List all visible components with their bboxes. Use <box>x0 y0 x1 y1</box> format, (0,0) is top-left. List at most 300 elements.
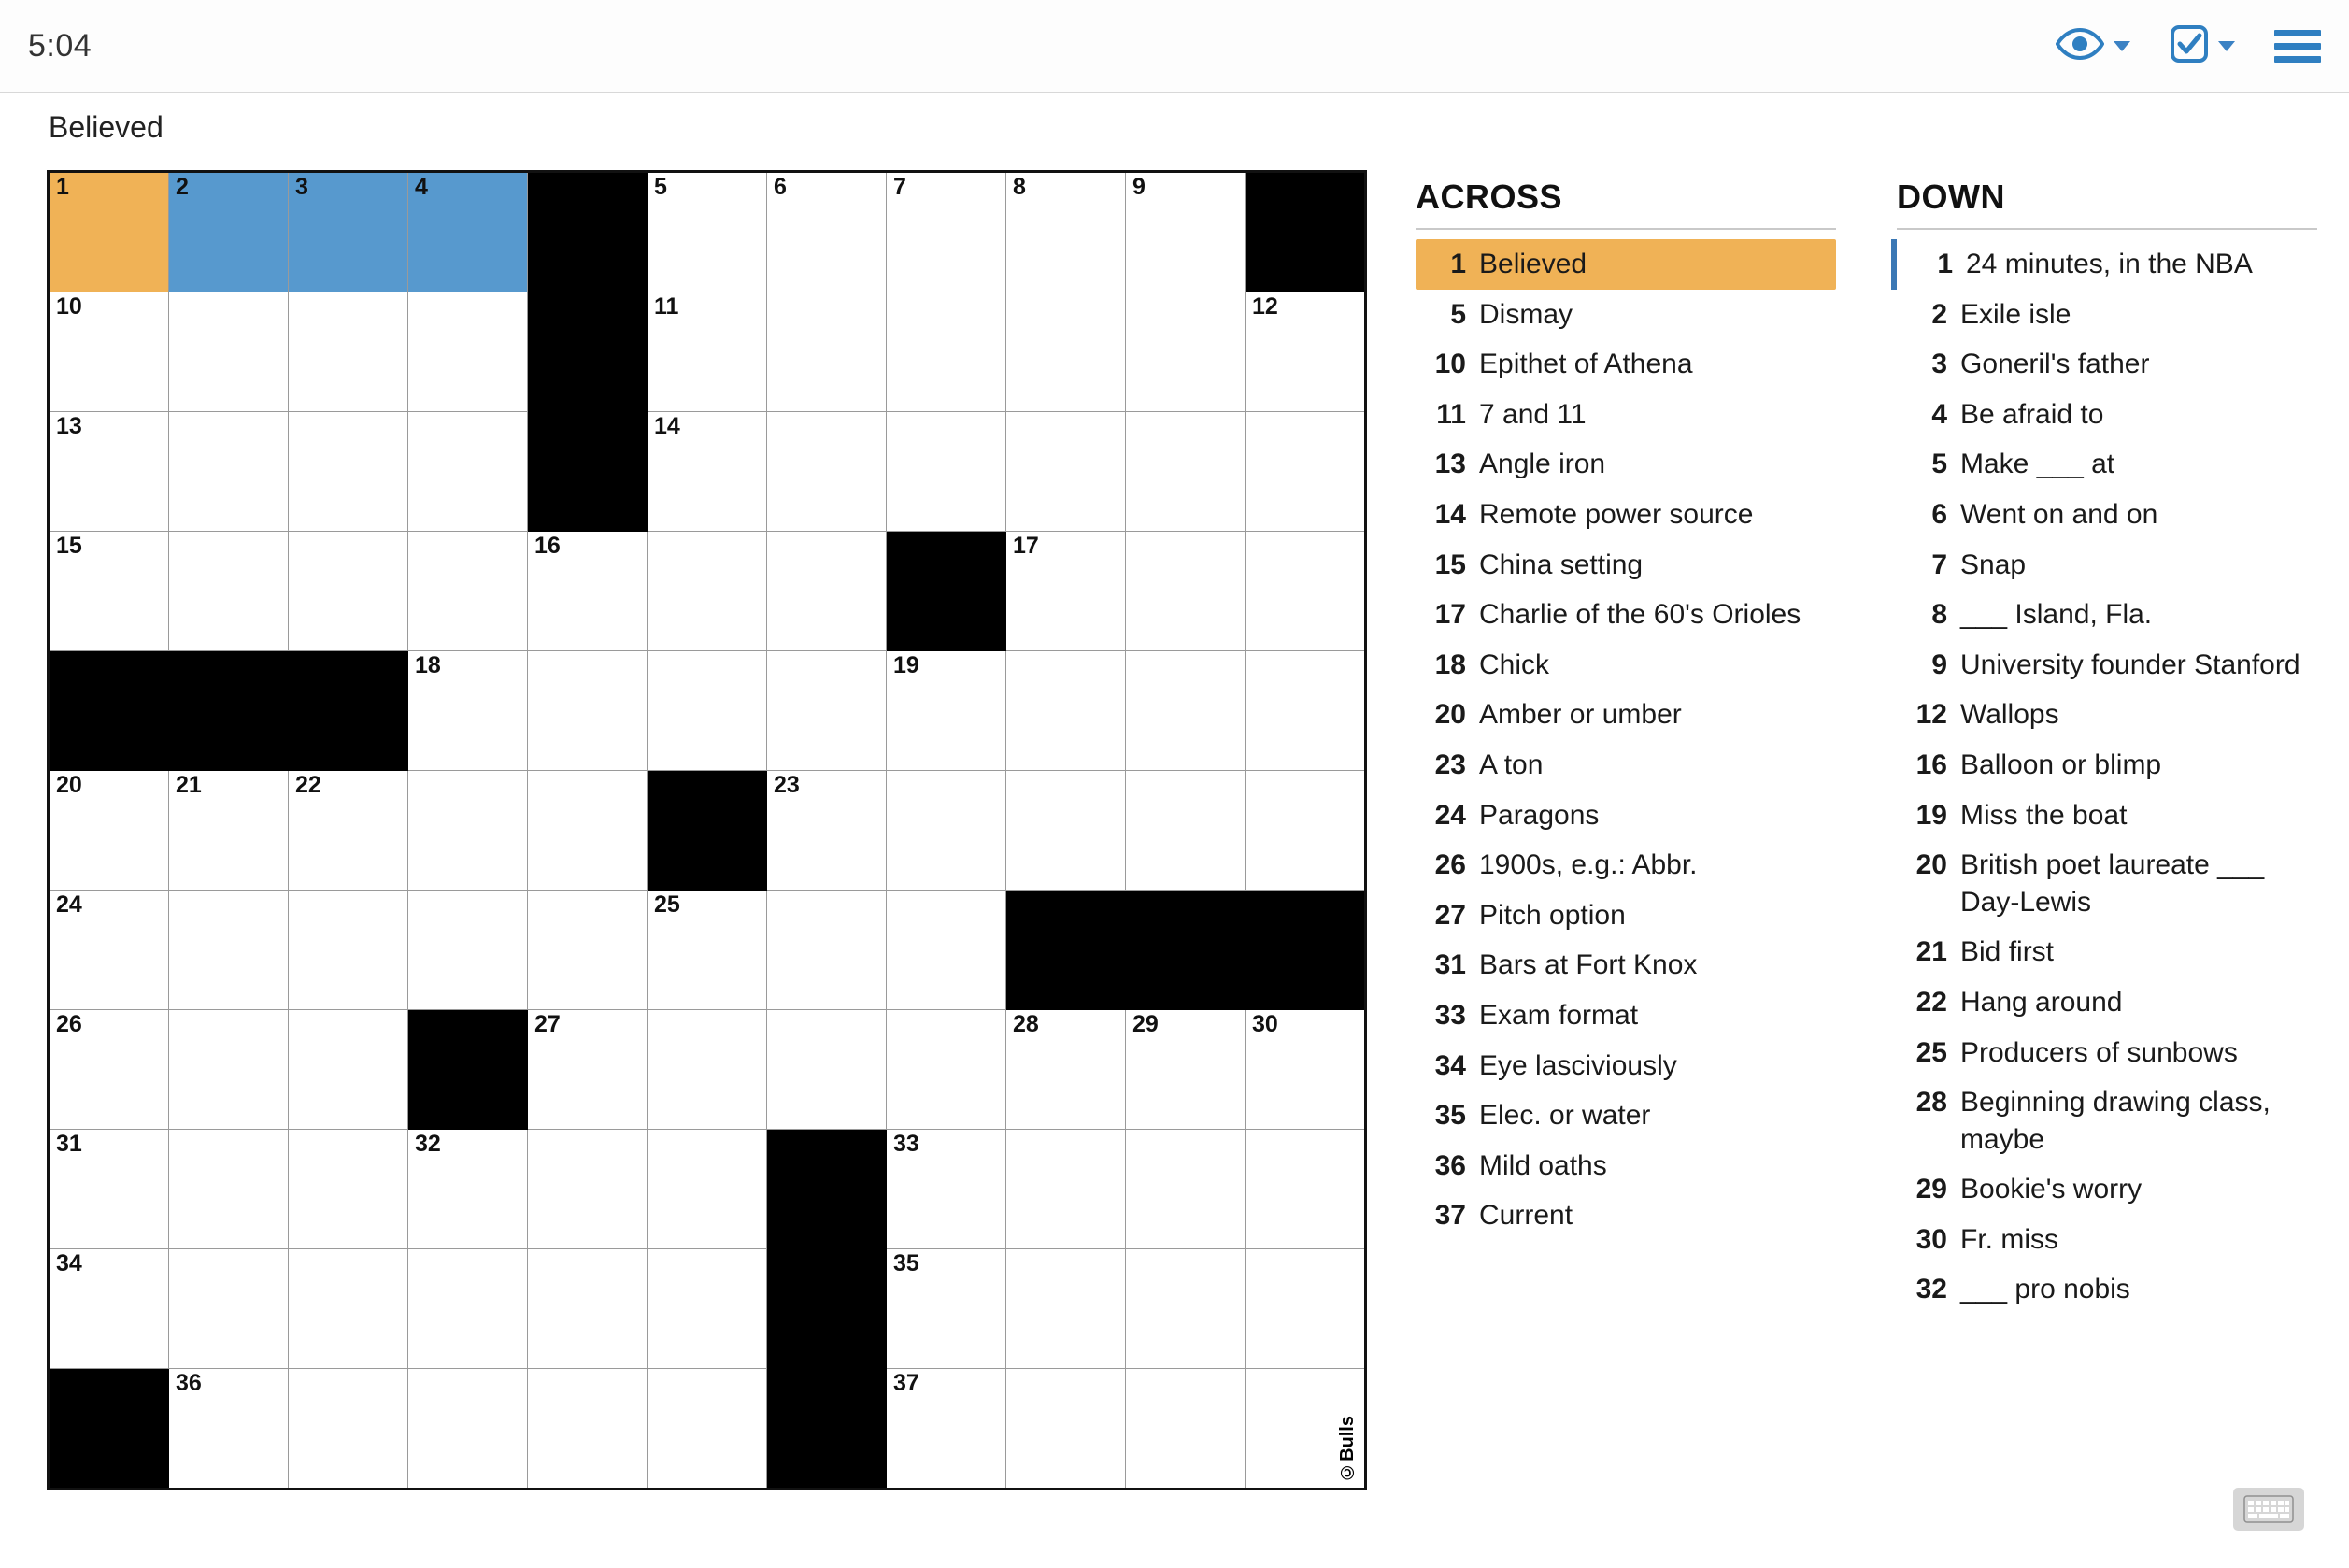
grid-cell-block <box>169 651 289 771</box>
grid-cell[interactable] <box>887 1010 1006 1130</box>
grid-cell-number: 8 <box>1013 174 1026 200</box>
grid-cell[interactable] <box>1126 412 1246 532</box>
grid-cell-number: 22 <box>295 772 321 798</box>
clue-text: Hang around <box>1960 986 2123 1018</box>
grid-row <box>49 891 1366 1010</box>
grid-cell-number: 33 <box>893 1131 919 1157</box>
clue-number: 29 <box>1915 1174 1947 1205</box>
grid-cell[interactable] <box>289 412 408 532</box>
grid-cell-number: 15 <box>56 533 82 559</box>
clue-item[interactable] <box>1897 339 2317 390</box>
check-circle-icon <box>2170 24 2209 68</box>
grid-cell[interactable] <box>169 771 289 891</box>
grid-cell[interactable] <box>169 1369 289 1490</box>
grid-cell[interactable] <box>289 891 408 1010</box>
grid-cell[interactable] <box>648 532 767 651</box>
grid-cell[interactable] <box>887 891 1006 1010</box>
clue-number: 12 <box>1915 699 1947 731</box>
keyboard-toggle-button[interactable] <box>2233 1488 2304 1531</box>
grid-cell[interactable] <box>1126 292 1246 412</box>
grid-cell-block <box>1126 891 1246 1010</box>
grid-cell-number: 29 <box>1132 1011 1159 1037</box>
grid-cell[interactable] <box>1126 771 1246 891</box>
grid-cell[interactable] <box>887 412 1006 532</box>
clue-item[interactable] <box>1897 791 2317 841</box>
grid-cell[interactable] <box>408 292 528 412</box>
grid-cell[interactable] <box>528 651 648 771</box>
grid-cell[interactable] <box>648 1130 767 1249</box>
clue-text: Current <box>1479 1200 1573 1232</box>
grid-cell[interactable] <box>1246 412 1366 532</box>
chevron-down-icon <box>2218 41 2235 51</box>
grid-row <box>49 292 1366 412</box>
grid-cell-block <box>528 292 648 412</box>
clue-number: 5 <box>1931 449 1947 480</box>
grid-cell[interactable] <box>1126 1249 1246 1369</box>
grid-cell[interactable] <box>169 1130 289 1249</box>
grid-cell[interactable] <box>1246 1010 1366 1130</box>
clue-number: 20 <box>1915 849 1947 881</box>
grid-cell[interactable] <box>169 412 289 532</box>
grid-cell-block <box>767 1130 887 1249</box>
grid-cell[interactable] <box>1006 651 1126 771</box>
grid-cell-number: 19 <box>893 652 919 678</box>
grid-cell[interactable] <box>49 891 169 1010</box>
grid-cell-number: 36 <box>176 1370 202 1396</box>
down-clue-list[interactable] <box>1897 239 2317 1315</box>
grid-cell-number: 12 <box>1252 293 1278 320</box>
grid-cell-number: 23 <box>774 772 800 798</box>
across-heading: ACROSS <box>1416 178 1836 230</box>
grid-cell[interactable] <box>1006 292 1126 412</box>
clue-text: A ton <box>1479 748 1544 780</box>
clue-number: 37 <box>1434 1200 1466 1232</box>
grid-cell-number: 24 <box>56 891 82 918</box>
clue-item[interactable] <box>1416 540 1836 591</box>
grid-cell[interactable] <box>887 172 1006 292</box>
clue-item[interactable] <box>1897 840 2317 927</box>
clue-text: ___ pro nobis <box>1960 1274 2130 1305</box>
grid-cell[interactable] <box>289 771 408 891</box>
grid-cell[interactable] <box>528 1249 648 1369</box>
clue-number: 31 <box>1434 949 1466 981</box>
clue-number: 1 <box>1450 249 1466 279</box>
current-clue-text: Believed <box>49 110 164 144</box>
grid-cell[interactable] <box>528 1130 648 1249</box>
grid-cell-number: 27 <box>534 1011 561 1037</box>
clue-number: 30 <box>1915 1223 1947 1255</box>
grid-cell[interactable] <box>289 1369 408 1490</box>
grid-cell[interactable] <box>289 172 408 292</box>
grid-row <box>49 1130 1366 1249</box>
clue-item[interactable] <box>1891 239 2317 290</box>
clue-text: Pitch option <box>1479 899 1626 931</box>
grid-cell[interactable] <box>887 771 1006 891</box>
clue-number: 20 <box>1434 699 1466 731</box>
grid-cell[interactable] <box>887 1249 1006 1369</box>
clue-number: 5 <box>1450 298 1466 330</box>
clue-item[interactable] <box>1897 439 2317 490</box>
clue-number: 22 <box>1915 986 1947 1018</box>
grid-cell[interactable] <box>887 1130 1006 1249</box>
clue-text: Believed <box>1479 249 1587 279</box>
grid-cell-block <box>1006 891 1126 1010</box>
grid-cell[interactable] <box>1126 1010 1246 1130</box>
grid-cell[interactable] <box>408 532 528 651</box>
grid-cell[interactable] <box>408 771 528 891</box>
clue-item[interactable] <box>1897 1215 2317 1265</box>
grid-cell[interactable] <box>1126 1130 1246 1249</box>
clue-number: 3 <box>1931 349 1947 380</box>
across-clue-list[interactable] <box>1416 239 1836 1241</box>
grid-cell[interactable] <box>648 891 767 1010</box>
clue-number: 7 <box>1931 549 1947 580</box>
clue-text: Amber or umber <box>1479 699 1682 731</box>
clue-item[interactable] <box>1416 390 1836 440</box>
grid-cell[interactable] <box>887 651 1006 771</box>
clue-text: Eye lasciviously <box>1479 1049 1677 1081</box>
grid-cell[interactable] <box>1006 412 1126 532</box>
clue-text: Bid first <box>1960 936 2055 968</box>
grid-cell[interactable] <box>408 1369 528 1490</box>
grid-cell[interactable] <box>767 1010 887 1130</box>
clue-number: 15 <box>1434 549 1466 580</box>
grid-cell-block <box>1246 172 1366 292</box>
grid-cell[interactable] <box>408 891 528 1010</box>
clue-number: 25 <box>1915 1036 1947 1068</box>
down-heading: DOWN <box>1897 178 2317 230</box>
grid-cell[interactable] <box>1126 1369 1246 1490</box>
clue-text: Snap <box>1960 549 2027 580</box>
grid-cell-number: 35 <box>893 1250 919 1276</box>
grid-cell[interactable] <box>767 172 887 292</box>
clue-item[interactable] <box>1897 390 2317 440</box>
grid-cell[interactable] <box>528 891 648 1010</box>
clue-number: 24 <box>1434 799 1466 831</box>
grid-cell[interactable] <box>289 292 408 412</box>
clue-item[interactable] <box>1897 1264 2317 1315</box>
grid-row <box>49 1249 1366 1369</box>
clue-number: 13 <box>1434 449 1466 480</box>
grid-cell[interactable] <box>1246 651 1366 771</box>
grid-cell-block <box>767 1369 887 1490</box>
grid-cell[interactable] <box>1006 532 1126 651</box>
clue-item[interactable] <box>1416 590 1836 640</box>
clue-item[interactable] <box>1897 540 2317 591</box>
grid-cell-number: 11 <box>654 293 679 320</box>
grid-cell[interactable] <box>49 771 169 891</box>
grid-cell[interactable] <box>767 771 887 891</box>
grid-cell[interactable] <box>767 412 887 532</box>
toolbar-actions <box>2056 24 2321 68</box>
clue-text: Exile isle <box>1960 298 2071 330</box>
clue-item[interactable] <box>1897 640 2317 691</box>
grid-cell-number: 10 <box>56 293 82 320</box>
grid-cell[interactable] <box>49 532 169 651</box>
clue-text: Elec. or water <box>1479 1100 1651 1132</box>
grid-cell[interactable] <box>49 172 169 292</box>
clue-item[interactable] <box>1897 977 2317 1028</box>
grid-cell-block <box>1246 891 1366 1010</box>
clue-item[interactable] <box>1416 640 1836 691</box>
grid-cell-number: 21 <box>176 772 202 798</box>
clue-item[interactable] <box>1897 590 2317 640</box>
clue-number: 10 <box>1434 349 1466 380</box>
clue-text: Went on and on <box>1960 498 2158 530</box>
grid-cell[interactable] <box>528 771 648 891</box>
grid-cell-block <box>528 172 648 292</box>
down-panel <box>1897 178 2317 1315</box>
grid-cell[interactable] <box>648 412 767 532</box>
clue-item[interactable] <box>1897 690 2317 740</box>
clue-number: 1 <box>1937 249 1953 279</box>
grid-row <box>49 1369 1366 1490</box>
grid-row <box>49 1010 1366 1130</box>
clue-panels <box>1416 178 2317 1315</box>
grid-cell[interactable] <box>1006 1130 1126 1249</box>
clue-text: Chick <box>1479 649 1550 680</box>
grid-cell-block <box>767 1249 887 1369</box>
grid-cell-number: 26 <box>56 1011 82 1037</box>
grid-cell-number: 25 <box>654 891 680 918</box>
clue-item[interactable] <box>1897 490 2317 540</box>
grid-cell[interactable] <box>169 1249 289 1369</box>
clue-text: Wallops <box>1960 699 2059 731</box>
clue-item[interactable] <box>1416 690 1836 740</box>
grid-cell[interactable] <box>1126 172 1246 292</box>
clue-text: China setting <box>1479 549 1644 580</box>
grid-cell[interactable] <box>1246 532 1366 651</box>
clue-text: Angle iron <box>1479 449 1606 480</box>
grid-row <box>49 651 1366 771</box>
clue-number: 34 <box>1434 1049 1466 1081</box>
clue-item[interactable] <box>1897 1028 2317 1078</box>
grid-row <box>49 412 1366 532</box>
grid-cell[interactable] <box>49 1249 169 1369</box>
grid-cell[interactable] <box>49 1130 169 1249</box>
keyboard-icon <box>2243 1495 2294 1523</box>
grid-cell[interactable] <box>648 1369 767 1490</box>
clue-text: Balloon or blimp <box>1960 748 2162 780</box>
grid-cell[interactable] <box>1126 651 1246 771</box>
clue-text: British poet laureate ___ Day-Lewis <box>1960 849 2265 918</box>
clue-item[interactable] <box>1416 840 1836 891</box>
grid-cell[interactable] <box>648 1249 767 1369</box>
grid-cell[interactable] <box>1126 532 1246 651</box>
grid-cell-block <box>528 412 648 532</box>
clue-item[interactable] <box>1416 490 1836 540</box>
grid-cell[interactable] <box>1246 1369 1366 1490</box>
clue-number: 17 <box>1434 599 1466 631</box>
grid-cell-number: 18 <box>415 652 441 678</box>
clue-number: 26 <box>1434 849 1466 881</box>
grid-cell-number: 1 <box>56 174 69 200</box>
clue-item[interactable] <box>1416 940 1836 991</box>
grid-cell[interactable] <box>1246 292 1366 412</box>
grid-cell-block <box>408 1010 528 1130</box>
clue-item[interactable] <box>1897 1077 2317 1164</box>
grid-cell[interactable] <box>648 1010 767 1130</box>
clue-item[interactable] <box>1416 740 1836 791</box>
grid-cell[interactable] <box>1246 771 1366 891</box>
clue-number: 23 <box>1434 748 1466 780</box>
clue-number: 16 <box>1915 748 1947 780</box>
grid-cell-number: 34 <box>56 1250 82 1276</box>
check-menu-button[interactable] <box>2170 24 2235 68</box>
grid-cell-block <box>49 1369 169 1490</box>
clue-number: 9 <box>1931 649 1947 680</box>
clue-number: 18 <box>1434 649 1466 680</box>
grid-cell-number: 9 <box>1132 174 1146 200</box>
grid-cell-number: 37 <box>893 1370 919 1396</box>
clue-number: 32 <box>1915 1274 1947 1305</box>
grid-cell-number: 3 <box>295 174 308 200</box>
grid-cell[interactable] <box>408 1130 528 1249</box>
grid-cell-number: 16 <box>534 533 561 559</box>
grid-cell[interactable] <box>408 1249 528 1369</box>
grid-cell[interactable] <box>408 412 528 532</box>
clue-number: 19 <box>1915 799 1947 831</box>
grid-cell[interactable] <box>289 1130 408 1249</box>
clue-item[interactable] <box>1897 1164 2317 1215</box>
grid-cell[interactable] <box>1006 172 1126 292</box>
grid-cell[interactable] <box>887 292 1006 412</box>
crossword-grid[interactable] <box>47 170 1367 1490</box>
grid-cell-block <box>49 651 169 771</box>
grid-cell[interactable] <box>648 292 767 412</box>
clue-item[interactable] <box>1416 339 1836 390</box>
grid-cell-number: 4 <box>415 174 428 200</box>
clue-text: Remote power source <box>1479 498 1754 530</box>
grid-cell[interactable] <box>528 532 648 651</box>
grid-cell[interactable] <box>1246 1130 1366 1249</box>
grid-cell-number: 13 <box>56 413 82 439</box>
grid-cell[interactable] <box>289 1249 408 1369</box>
grid-cell-number: 2 <box>176 174 189 200</box>
clue-text: Paragons <box>1479 799 1600 831</box>
clue-text: Exam format <box>1479 999 1639 1031</box>
chevron-down-icon <box>2114 41 2130 51</box>
clue-text: Beginning drawing class, maybe <box>1960 1087 2271 1155</box>
grid-cell[interactable] <box>1246 1249 1366 1369</box>
grid-cell[interactable] <box>169 891 289 1010</box>
clue-number: 33 <box>1434 999 1466 1031</box>
grid-row <box>49 771 1366 891</box>
clue-number: 14 <box>1434 498 1466 530</box>
clue-item[interactable] <box>1897 740 2317 791</box>
grid-cell-number: 28 <box>1013 1011 1039 1037</box>
grid-cell-block <box>289 651 408 771</box>
clue-text: Producers of sunbows <box>1960 1036 2238 1068</box>
grid-cell[interactable] <box>49 1010 169 1130</box>
clue-item[interactable] <box>1416 1090 1836 1141</box>
grid-cell[interactable] <box>1006 771 1126 891</box>
grid-cell[interactable] <box>169 1010 289 1130</box>
grid-cell[interactable] <box>648 651 767 771</box>
clue-number: 36 <box>1434 1149 1466 1181</box>
clue-number: 28 <box>1915 1087 1947 1119</box>
reveal-menu-button[interactable] <box>2056 28 2130 64</box>
clue-text: Miss the boat <box>1960 799 2128 831</box>
grid-cell[interactable] <box>49 412 169 532</box>
grid-cell[interactable] <box>887 1369 1006 1490</box>
grid-cell[interactable] <box>648 172 767 292</box>
top-toolbar <box>0 0 2349 93</box>
clue-item[interactable] <box>1416 891 1836 941</box>
grid-cell[interactable] <box>767 292 887 412</box>
clue-text: Make ___ at <box>1960 449 2115 480</box>
clue-item[interactable] <box>1416 239 1836 290</box>
grid-cell[interactable] <box>528 1010 648 1130</box>
grid-cell[interactable] <box>767 891 887 1010</box>
clue-text: Goneril's father <box>1960 349 2150 380</box>
grid-cell[interactable] <box>767 532 887 651</box>
clue-item[interactable] <box>1897 290 2317 340</box>
clue-text: University founder Stanford <box>1960 649 2300 680</box>
grid-cell[interactable] <box>408 651 528 771</box>
grid-cell[interactable] <box>169 172 289 292</box>
grid-cell-number: 30 <box>1252 1011 1278 1037</box>
grid-cell[interactable] <box>1006 1249 1126 1369</box>
clue-number: 21 <box>1915 936 1947 968</box>
clue-item[interactable] <box>1416 290 1836 340</box>
grid-cell[interactable] <box>289 532 408 651</box>
clue-item[interactable] <box>1416 1141 1836 1191</box>
clue-text: Bookie's worry <box>1960 1174 2143 1205</box>
clue-text: 1900s, e.g.: Abbr. <box>1479 849 1698 881</box>
clue-text: Epithet of Athena <box>1479 349 1693 380</box>
clue-item[interactable] <box>1416 1041 1836 1091</box>
grid-cell[interactable] <box>1006 1010 1126 1130</box>
grid-cell-block <box>648 771 767 891</box>
clue-item[interactable] <box>1416 791 1836 841</box>
copyright-label: ©Bulls <box>1337 1416 1358 1482</box>
clue-text: 7 and 11 <box>1479 398 1587 430</box>
grid-cell[interactable] <box>169 292 289 412</box>
grid-cell[interactable] <box>528 1369 648 1490</box>
grid-cell-block <box>887 532 1006 651</box>
grid-cell[interactable] <box>289 1010 408 1130</box>
clue-text: 24 minutes, in the NBA <box>1966 249 2253 279</box>
grid-row <box>49 172 1366 292</box>
clue-item[interactable] <box>1416 991 1836 1041</box>
clue-number: 4 <box>1931 398 1947 430</box>
timer: 5:04 <box>28 27 93 64</box>
clue-number: 8 <box>1931 599 1947 631</box>
clue-text: ___ Island, Fla. <box>1960 599 2153 631</box>
grid-cell[interactable] <box>408 172 528 292</box>
clue-item[interactable] <box>1897 927 2317 977</box>
clue-text: Dismay <box>1479 298 1573 330</box>
clue-number: 11 <box>1436 398 1466 430</box>
grid-cell[interactable] <box>1006 1369 1126 1490</box>
grid-cell[interactable] <box>49 292 169 412</box>
clue-item[interactable] <box>1416 1190 1836 1241</box>
grid-cell-number: 32 <box>415 1131 441 1157</box>
across-panel <box>1416 178 1836 1315</box>
eye-icon <box>2056 28 2104 64</box>
clue-text: Be afraid to <box>1960 398 2104 430</box>
grid-cell[interactable] <box>169 532 289 651</box>
hamburger-menu-icon[interactable] <box>2274 30 2321 63</box>
clue-text: Charlie of the 60's Orioles <box>1479 599 1801 631</box>
clue-item[interactable] <box>1416 439 1836 490</box>
grid-cell[interactable] <box>767 651 887 771</box>
clue-number: 27 <box>1434 899 1466 931</box>
grid-cell-number: 5 <box>654 174 667 200</box>
grid-cell-number: 20 <box>56 772 82 798</box>
grid-cell-number: 17 <box>1013 533 1039 559</box>
